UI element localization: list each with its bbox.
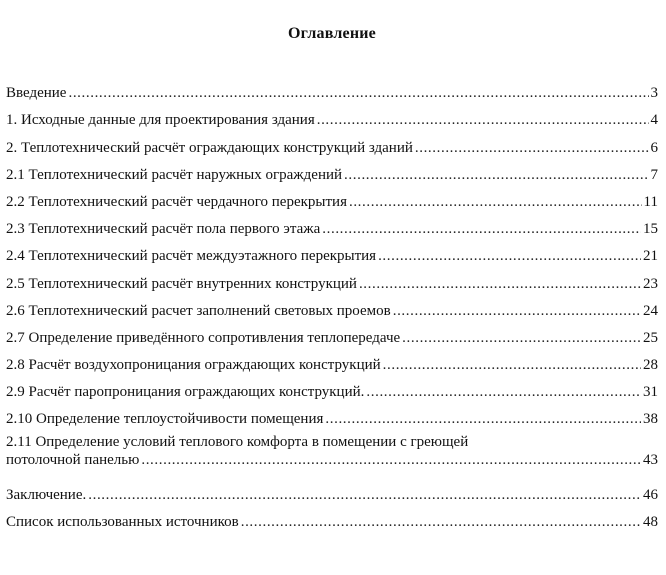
toc-entry-section-2-4[interactable]	[6, 238, 658, 265]
toc-entry-page-number: 24	[643, 302, 658, 319]
toc-entry-section-1[interactable]	[6, 102, 658, 129]
dot-leader	[322, 221, 641, 238]
toc-entry-page-number: 28	[643, 357, 658, 374]
toc-entry-page-number: 46	[643, 486, 658, 503]
dot-leader	[317, 112, 649, 129]
toc-entry-page-number: 21	[643, 248, 658, 265]
toc-entry-section-2-11[interactable]	[6, 432, 658, 476]
toc-entry-page-number: 38	[643, 411, 658, 428]
toc-entry-page-number: 4	[650, 112, 658, 129]
toc-entry-line2	[6, 452, 658, 469]
toc-entry-page-number: 11	[643, 193, 658, 210]
toc-entry-label: 1. Исходные данные для проектирования здания	[6, 112, 315, 129]
toc-entry-page-number: 25	[643, 329, 658, 346]
toc-entry-section-2-9[interactable]	[6, 374, 658, 401]
toc-entry-page-number: 48	[643, 513, 658, 530]
dot-leader	[68, 85, 648, 102]
toc-entry-label: 2.8 Расчёт воздухопроницания ограждающих конструкций	[6, 357, 381, 374]
toc-entry-page-number: 31	[643, 384, 658, 401]
toc-entry-conclusion[interactable]	[6, 476, 658, 503]
toc-entry-page-number: 43	[643, 452, 658, 469]
toc-entry-page-number: 23	[643, 275, 658, 292]
toc-entry-page-number: 15	[643, 221, 658, 238]
dot-leader	[378, 248, 641, 265]
toc-entry-section-2[interactable]	[6, 129, 658, 156]
toc-entry-label: 2.3 Теплотехнический расчёт пола первого этажа	[6, 221, 321, 238]
dot-leader	[359, 276, 641, 293]
toc-entry-label: 2.9 Расчёт паропроницания ограждающих конструкций.	[6, 384, 365, 401]
toc-entry-label: 2.7 Определение приведённого сопротивления теплопередаче	[6, 329, 401, 346]
dot-leader	[344, 167, 648, 184]
toc-entry-label: 2. Теплотехнический расчёт ограждающих конструкций зданий	[6, 139, 413, 156]
dot-leader	[393, 303, 641, 320]
dot-leader	[349, 194, 642, 211]
toc-entry-introduction[interactable]	[6, 75, 658, 102]
toc-entry-page-number: 3	[650, 85, 658, 102]
toc-entry-label: 2.6 Теплотехнический расчет заполнений световых проемов	[6, 302, 391, 319]
dot-leader	[383, 357, 641, 374]
toc-entry-page-number: 6	[650, 139, 658, 156]
toc-entry-references[interactable]	[6, 504, 658, 531]
toc-entry-label: Список использованных источников	[6, 513, 239, 530]
toc-entry-label-line1: 2.11 Определение условий теплового комфорта в помещении с греющей	[6, 434, 469, 451]
toc-entry-label: 2.2 Теплотехнический расчёт чердачного перекрытия	[6, 193, 347, 210]
toc-heading: Оглавление	[288, 25, 376, 42]
dot-leader	[366, 384, 641, 401]
dot-leader	[402, 330, 641, 347]
dot-leader	[141, 452, 641, 469]
toc-entry-label: 2.4 Теплотехнический расчёт междуэтажного перекрытия	[6, 248, 377, 265]
toc-entry-label: 2.10 Определение теплоустойчивости помещения	[6, 411, 324, 428]
toc-entry-page-number: 7	[650, 166, 658, 183]
toc-entry-section-2-7[interactable]	[6, 320, 658, 347]
toc-entry-label-line2: потолочной панелью	[6, 452, 140, 469]
toc-entry-section-2-10[interactable]	[6, 401, 658, 428]
dot-leader	[415, 140, 649, 157]
toc-entry-section-2-1[interactable]	[6, 157, 658, 184]
toc-entry-section-2-8[interactable]	[6, 347, 658, 374]
toc-list	[6, 75, 658, 531]
toc-entry-label: Заключение.	[6, 486, 87, 503]
dot-leader	[325, 411, 641, 428]
toc-entry-section-2-5[interactable]	[6, 265, 658, 292]
toc-entry-section-2-6[interactable]	[6, 293, 658, 320]
dot-leader	[88, 487, 641, 504]
toc-entry-label: 2.5 Теплотехнический расчёт внутренних конструкций	[6, 275, 357, 292]
toc-entry-label: Введение	[6, 85, 67, 102]
dot-leader	[241, 514, 641, 531]
toc-entry-section-2-2[interactable]	[6, 184, 658, 211]
toc-entry-section-2-3[interactable]	[6, 211, 658, 238]
toc-entry-label: 2.1 Теплотехнический расчёт наружных ограждений	[6, 166, 343, 183]
